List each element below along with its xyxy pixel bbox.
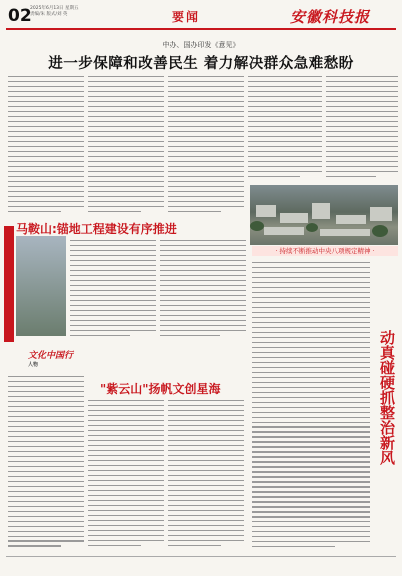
aerial-photo	[250, 185, 398, 245]
side-headline: 动真碰硬抓整治新风	[378, 330, 396, 465]
section-title: 要闻	[172, 10, 201, 24]
culture-column-title	[28, 348, 88, 368]
masthead-divider	[6, 28, 396, 30]
second-story-body-2	[160, 240, 246, 340]
second-story-body-1	[70, 240, 156, 340]
second-headline-text: 马鞍山:锚地工程建设有序推进	[16, 222, 177, 236]
culture-subtitle: 人物	[28, 362, 39, 368]
date-line-1: 2025年6月13日 星期五	[30, 6, 79, 11]
discipline-banner	[252, 246, 398, 256]
lead-body-col-4	[248, 76, 322, 180]
lead-body-col-1	[8, 76, 84, 212]
second-headline	[16, 220, 244, 237]
feature-body-col-2	[88, 400, 164, 552]
second-story-photo	[16, 236, 66, 336]
banner-text: · 持续不断推动中央八项规定精神 ·	[275, 247, 375, 255]
lead-kicker: 中办、国办印发《意见》	[162, 41, 240, 49]
right-story-body	[252, 262, 370, 552]
lead-headline: 进一步保障和改善民生 着力解决群众急难愁盼	[48, 56, 354, 72]
page-bottom-rule	[6, 556, 396, 557]
newspaper-logo: 安徽科技报	[290, 8, 371, 26]
page-number: 02	[8, 6, 32, 26]
lead-body-col-2	[88, 76, 164, 212]
dateline	[30, 6, 100, 18]
culture-title-text: 文化中国行	[28, 351, 74, 361]
photo-strip	[4, 226, 14, 342]
lead-body-col-5	[326, 76, 398, 180]
feature-body-col-1	[8, 376, 84, 552]
feature-headline: "紫云山"扬帆文创星海	[100, 382, 221, 396]
feature-body-col-3	[168, 400, 244, 552]
lead-body-col-3	[168, 76, 244, 212]
date-line-2: 责编/朱 版式/刘 英	[30, 12, 68, 17]
